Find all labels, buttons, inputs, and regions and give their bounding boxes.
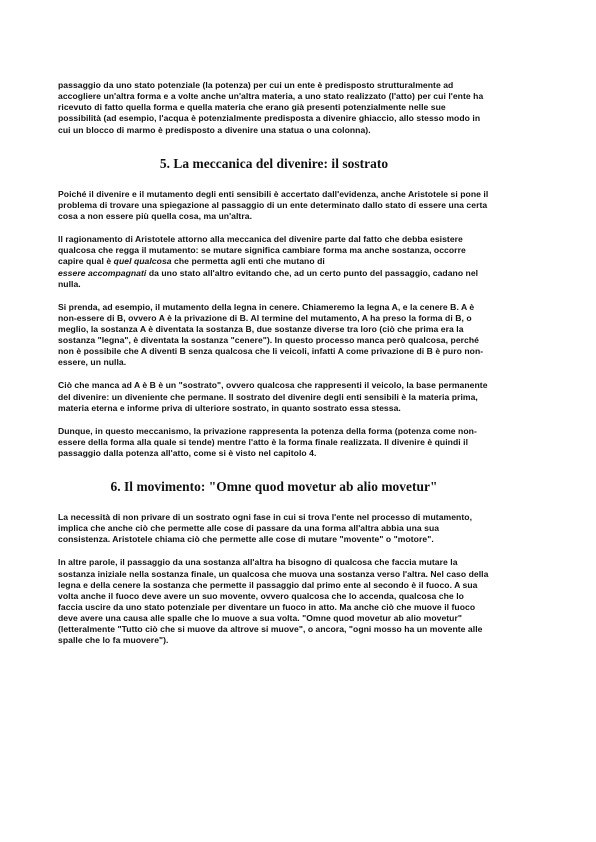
section-5-paragraph-5: Dunque, in questo meccanismo, la privazione rappresenta la potenza della forma (potenza come non-essere della forma alla quale si tende) mentre l'atto è la forma finale realizzata. Il divenire è quindi il passaggio dalla potenza all'atto, come si è visto nel capitolo 4. — [58, 425, 477, 458]
emphasis-text: essere accompagnati — [58, 267, 147, 278]
section-5-paragraph-2 — [58, 234, 490, 290]
paragraph-text: da uno stato all'altro evitando che, ad un certo punto del passaggio, cadano nel nulla. — [58, 267, 479, 289]
document-page — [58, 80, 490, 658]
section-5-heading: 5. La meccanica del divenire: il sostrato — [159, 155, 389, 171]
section-6-heading: 6. Il movimento: "Omne quod movetur ab alio movetur" — [110, 479, 438, 495]
intro-paragraph: passaggio da uno stato potenziale (la potenza) per cui un ente è predisposto strutturalmente ad accogliere un'altra forma e a volte anche un'altra materia, a uno stato realizzato (l'atto) per cui l'ente ha ricevuto di fatto quella forma e quella materia che erano già presenti potenzialmente nelle sue possibilità (ad esempio, l'acqua è potenzialmente predisposta a divenire ghiaccio, allo stesso modo in cui un blocco di marmo è predisposto a divenire una statua o una colonna). — [58, 80, 484, 135]
section-6-paragraph-1: La necessità di non privare di un sostrato ogni fase in cui si trova l'ente nel processo di mutamento, implica che anche ciò che permette alle cose di passare da una forma all'altra abbia una sua consistenza. Aristotele chiama ciò che permette alle cose di mutare "movente" o "motore". — [58, 512, 473, 545]
emphasis-text: quel qualcosa — [113, 256, 172, 267]
paragraph-text: Il ragionamento di Aristotele attorno alla meccanica del divenire parte dal fatto che debba esistere qualcosa che regga il mutamento: se mutare significa cambiare forma ma anche sostanza, occorre capire qual è — [58, 234, 466, 267]
paragraph-text: che permetta agli enti che mutano di — [171, 256, 325, 267]
section-5-paragraph-3: Si prenda, ad esempio, il mutamento della legna in cenere. Chiameremo la legna A, e la cenere B. A è non-essere di B, ovvero A è la privazione di B. Al termine del mutamento, A ha preso la forma di B, o meglio, la sostanza A è diventata la sostanza B, due sostanze diverse tra loro (ciò che prima era la sostanza "legna", è diventata la sostanza "cenere"). In questo processo manca però qualcosa, perché non è possibile che A diventi B senza qualcosa che li veicoli, infatti A come privazione di B è puro non-essere, un nulla. — [58, 301, 484, 368]
section-5-paragraph-1: Poiché il divenire e il mutamento degli enti sensibili è accertato dall'evidenza, anche Aristotele si pone il problema di trovare una spiegazione al passaggio di un ente determinato dallo stato di essere una certa cosa a non essere più quella cosa, ma un'altra. — [58, 188, 489, 222]
section-6-paragraph-2: In altre parole, il passaggio da una sostanza all'altra ha bisogno di qualcosa che faccia mutare la sostanza iniziale nella sostanza finale, un qualcosa che muova una sostanza verso l'altra. Nel caso della legna e della cenere la sostanza che permette il passaggio dal primo ente al secondo è il fuoco. A sua volta anche il fuoco deve avere un suo movente, ovvero qualcosa che lo accenda, qualcosa che lo faccia uscire da uno stato potenziale per diventare un fuoco in atto. Ma anche ciò che muove il fuoco deve avere una causa alle spalle che lo muove a sua volta. "Omne quod movetur ab alio movetur" (letteralmente "Tutto ciò che si muove da altrove si muove", o ancora, "ogni mosso ha un movente alle spalle che lo fa muovere"). — [58, 557, 489, 646]
section-5-paragraph-4: Ciò che manca ad A è B è un "sostrato", ovvero qualcosa che rappresenti il veicolo, la base permanente del divenire: un diveniente che permane. Il sostrato del divenire degli enti sensibili è la materia prima, materia eterna e informe priva di ulteriore sostrato, in quanto sostrato essa stessa. — [58, 380, 488, 413]
